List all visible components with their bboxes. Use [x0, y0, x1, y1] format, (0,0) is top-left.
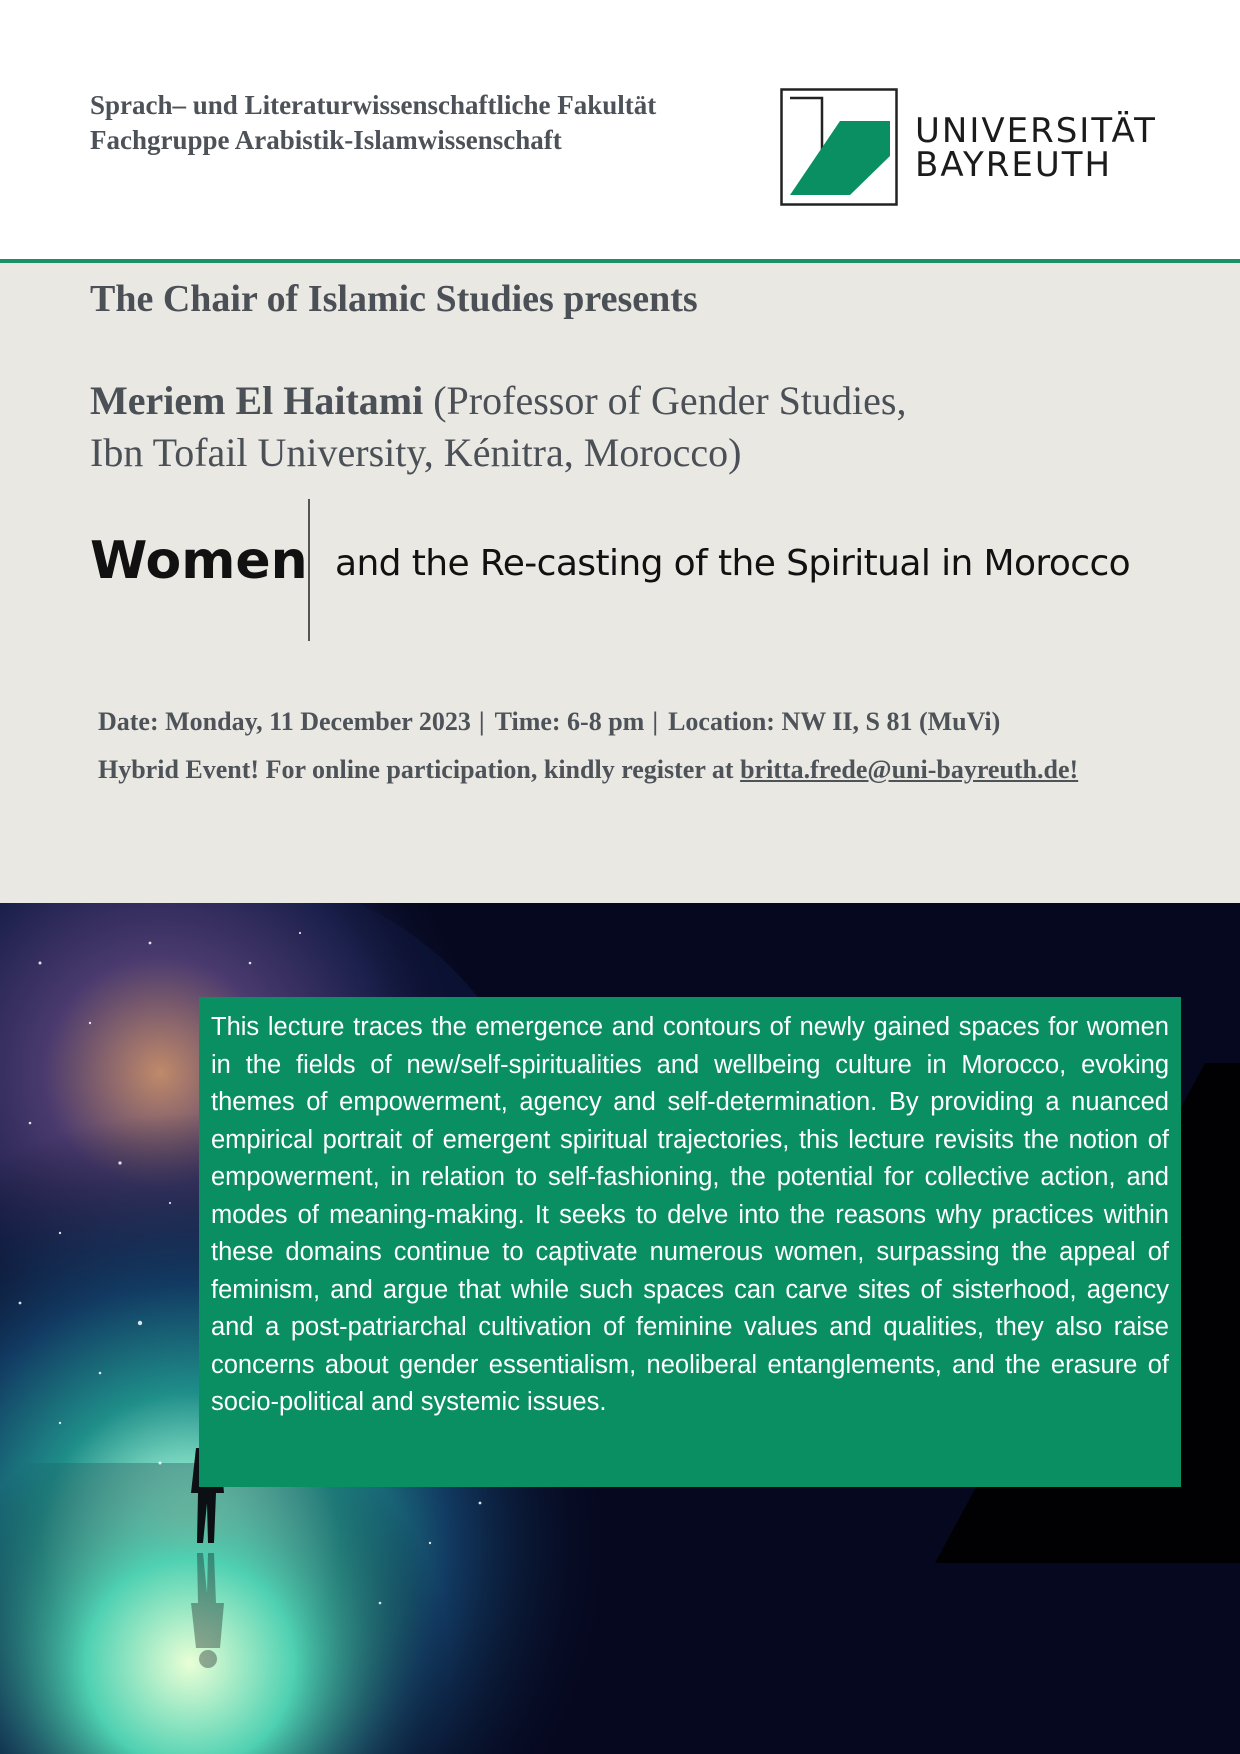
faculty-name: Sprach– und Literaturwissenschaftliche Fakultät	[90, 90, 657, 120]
speaker-name: Meriem El Haitami	[90, 378, 424, 423]
logo-line-1: UNIVERSITÄT	[915, 111, 1157, 151]
university-logo-text	[915, 111, 1157, 185]
title-divider	[308, 499, 310, 641]
hybrid-text: Hybrid Event! For online participation, kindly register at	[98, 755, 734, 784]
university-logo-mark-icon	[780, 88, 898, 206]
registration-email-link[interactable]: britta.frede@uni-bayreuth.de!	[740, 755, 1079, 784]
abstract-text: This lecture traces the emergence and contours of newly gained spaces for women in the fields of new/self-spiritualities and wellbeing culture in Morocco, evoking themes of empowerment, agency and self-determination. By providing a nuanced empirical portrait of emergent spiritual trajectories, this lecture revisits the notion of empowerment, in relation to self-fashioning, the potential for collective action, and modes of meaning-making. It seeks to delve into the reasons why practices within these domains continue to captivate numerous women, surpassing the appeal of feminism, and argue that while such spaces can carve sites of sisterhood, agency and a post-patriarchal cultivation of feminine values and qualities, they also raise concerns about gender essentialism, neoliberal entanglements, and the erasure of socio-political and systemic issues.	[211, 1013, 1169, 1416]
separator: |	[478, 707, 485, 736]
department-name: Fachgruppe Arabistik-Islamwissenschaft	[90, 125, 562, 155]
lecture-title-main: Women	[90, 531, 308, 591]
logo-line-2: BAYREUTH	[915, 145, 1113, 185]
event-location: Location: NW II, S 81 (MuVi)	[668, 707, 1001, 736]
separator: |	[652, 707, 659, 736]
faculty-block	[90, 88, 656, 158]
event-info-panel	[0, 263, 1240, 903]
abstract-box	[199, 997, 1181, 1487]
event-date: Date: Monday, 11 December 2023	[98, 707, 471, 736]
header	[0, 0, 1240, 260]
speaker-affiliation-2: Ibn Tofail University, Kénitra, Morocco)	[90, 430, 742, 475]
hybrid-notice	[98, 755, 1078, 785]
lecture-title-sub: and the Re-casting of the Spiritual in Morocco	[335, 543, 1131, 584]
speaker-affiliation-1: (Professor of Gender Studies,	[433, 378, 907, 423]
university-logo	[780, 88, 1160, 206]
event-details	[98, 707, 1000, 737]
presenter-line: The Chair of Islamic Studies presents	[90, 278, 698, 320]
speaker-block	[90, 375, 906, 479]
event-time: Time: 6-8 pm	[494, 707, 645, 736]
